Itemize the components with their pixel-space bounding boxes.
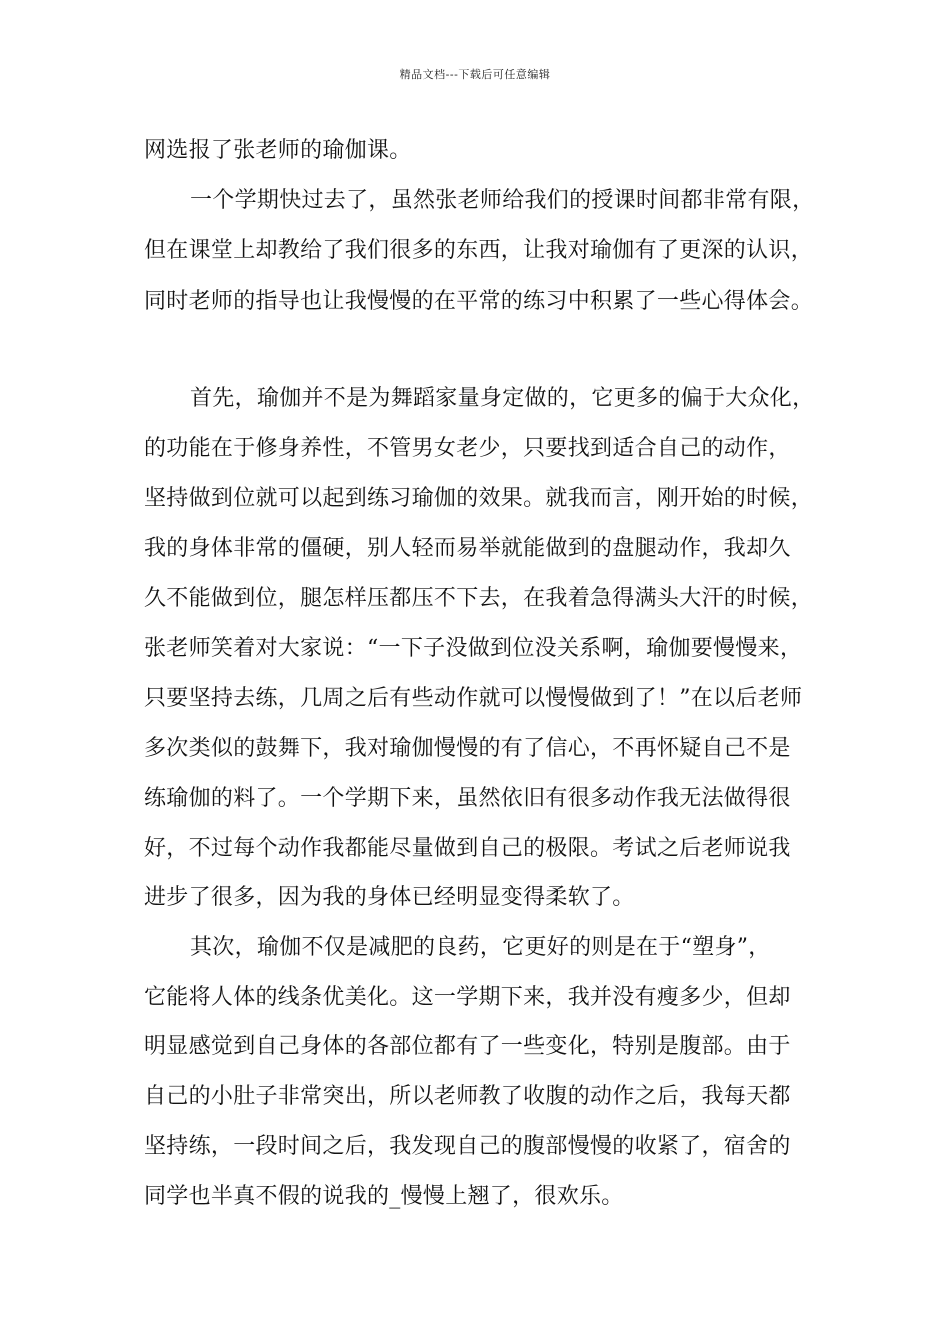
text-line: 好，不过每个动作我都能尽量做到自己的极限。考试之后老师说我: [144, 836, 791, 861]
text-line: 自己的小肚子非常突出，所以老师教了收腹的动作之后，我每天都: [144, 1084, 791, 1109]
text-line: 只要坚持去练，几周之后有些动作就可以慢慢做到了！”在以后老师: [144, 686, 803, 711]
text-line: 进步了很多，因为我的身体已经明显变得柔软了。: [144, 885, 635, 910]
text-line: 多次类似的鼓舞下，我对瑜伽慢慢的有了信心，不再怀疑自己不是: [144, 736, 791, 761]
text-line: 的功能在于修身养性，不管男女老少，只要找到适合自己的动作，: [144, 436, 791, 461]
text-line: 练瑜伽的料了。一个学期下来，虽然依旧有很多动作我无法做得很: [144, 786, 791, 811]
text-line: 明显感觉到自己身体的各部位都有了一些变化，特别是腹部。由于: [144, 1034, 791, 1059]
paragraph-start-line: 一个学期快过去了，虽然张老师给我们的授课时间都非常有限，: [190, 188, 815, 213]
text-line: 它能将人体的线条优美化。这一学期下来，我并没有瘦多少，但却: [144, 985, 791, 1010]
paragraph-start-line: 首先，瑜伽并不是为舞蹈家量身定做的，它更多的偏于大众化，: [190, 386, 815, 411]
text-line: 我的身体非常的僵硬，别人轻而易举就能做到的盘腿动作，我却久: [144, 536, 791, 561]
text-line: 坚持做到位就可以起到练习瑜伽的效果。就我而言，刚开始的时候，: [144, 486, 814, 511]
page-header: 精品文档---下载后可任意编辑: [399, 68, 551, 81]
text-line: 但在课堂上却教给了我们很多的东西，让我对瑜伽有了更深的认识，: [144, 238, 814, 263]
text-line: 张老师笑着对大家说：“一下子没做到位没关系啊，瑜伽要慢慢来，: [144, 636, 803, 661]
text-line: 同时老师的指导也让我慢慢的在平常的练习中积累了一些心得体会。: [144, 289, 814, 314]
paragraph-start-line: 其次，瑜伽不仅是减肥的良药，它更好的则是在于“塑身”，: [190, 935, 771, 960]
text-line: 久不能做到位，腿怎样压都压不下去，在我着急得满头大汗的时候，: [144, 586, 814, 611]
text-line: 网选报了张老师的瑜伽课。: [144, 138, 412, 163]
text-line: 同学也半真不假的说我的_慢慢上翘了，很欢乐。: [144, 1184, 624, 1209]
text-line: 坚持练，一段时间之后，我发现自己的腹部慢慢的收紧了，宿舍的: [144, 1134, 791, 1159]
